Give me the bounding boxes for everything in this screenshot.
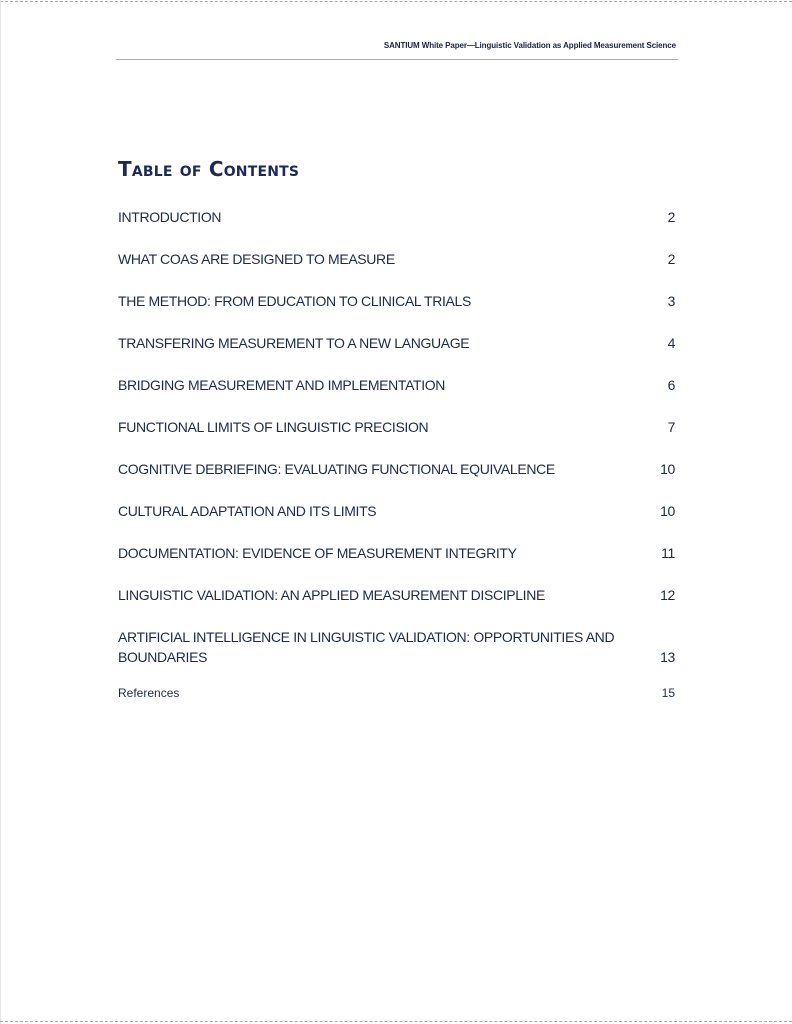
running-header: SANTIUM White Paper—Linguistic Validation as Applied Measurement Science (383, 41, 676, 50)
toc-entry-artificial-intelligence[interactable] (118, 627, 675, 667)
page-bottom-border (0, 1021, 792, 1022)
toc-entry-label: COGNITIVE DEBRIEFING: EVALUATING FUNCTIONAL EQUIVALENCE (118, 461, 555, 477)
toc-entry-transfering-measurement[interactable] (118, 333, 675, 353)
toc-entry-label: DOCUMENTATION: EVIDENCE OF MEASUREMENT INTEGRITY (118, 545, 517, 561)
toc-entry-page: 11 (661, 545, 675, 561)
toc-entry-functional-limits[interactable] (118, 417, 675, 437)
toc-entry-documentation[interactable] (118, 543, 675, 563)
page-top-border (0, 1, 792, 2)
toc-entry-label: TRANSFERING MEASUREMENT TO A NEW LANGUAGE (118, 335, 470, 351)
toc-entry-cultural-adaptation[interactable] (118, 501, 675, 521)
toc-entry-the-method[interactable] (118, 291, 675, 311)
toc-entry-label: THE METHOD: FROM EDUCATION TO CLINICAL TRIALS (118, 293, 471, 309)
toc-entry-label: INTRODUCTION (118, 209, 222, 225)
toc-title: Table of Contents (118, 157, 300, 181)
toc-entry-linguistic-validation[interactable] (118, 585, 675, 605)
toc-entry-page: 13 (660, 649, 675, 665)
toc-entry-page: 6 (667, 377, 675, 393)
toc-entry-page: 3 (667, 293, 675, 309)
toc-entry-page: 12 (660, 587, 675, 603)
toc-entry-label: BRIDGING MEASUREMENT AND IMPLEMENTATION (118, 377, 446, 393)
header-rule (116, 59, 678, 60)
toc-entry-references[interactable] (118, 683, 675, 703)
toc-entry-label: WHAT COAS ARE DESIGNED TO MEASURE (118, 251, 395, 267)
toc-entry-cognitive-debriefing[interactable] (118, 459, 675, 479)
toc-entry-page: 15 (661, 686, 675, 700)
toc-entry-label: ARTIFICIAL INTELLIGENCE IN LINGUISTIC VALIDATION: OPPORTUNITIES AND BOUNDARIES (118, 629, 615, 665)
toc-entry-page: 2 (667, 251, 675, 267)
toc-entry-page: 10 (660, 461, 675, 477)
toc-entry-page: 4 (667, 335, 675, 351)
toc-entry-label: References (118, 686, 180, 700)
toc-entry-label: FUNCTIONAL LIMITS OF LINGUISTIC PRECISION (118, 419, 429, 435)
toc-entry-page: 10 (660, 503, 675, 519)
toc-entry-label: LINGUISTIC VALIDATION: AN APPLIED MEASUREMENT DISCIPLINE (118, 587, 545, 603)
toc-entry-page: 7 (667, 419, 675, 435)
toc-entry-page: 2 (667, 209, 675, 225)
page-left-border (0, 0, 1, 1024)
toc-entry-label: CULTURAL ADAPTATION AND ITS LIMITS (118, 503, 377, 519)
toc-entry-what-coas-measure[interactable] (118, 249, 675, 269)
toc-entry-introduction[interactable] (118, 207, 675, 227)
toc-entry-bridging-measurement[interactable] (118, 375, 675, 395)
